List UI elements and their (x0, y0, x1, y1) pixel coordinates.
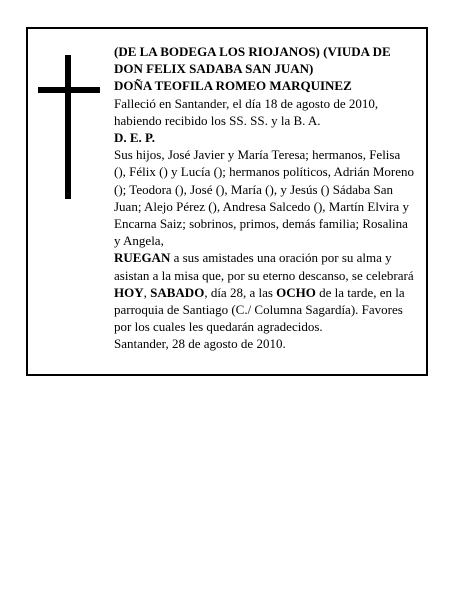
request-text-3: de la tarde, en la parroquia de Santiago (C./ Columna Sagardía). Favores por los cuales les quedarán agradecidos. (114, 284, 405, 335)
death-announcement: Falleció en Santander, el día 18 de agosto de 2010, habiendo recibido los SS. SS. y la B. A. (114, 95, 379, 128)
obituary-notice (26, 27, 428, 376)
ruegan-word: RUEGAN (114, 250, 171, 266)
cross-vertical-bar (65, 55, 71, 199)
cross-icon (38, 55, 100, 199)
mass-request (114, 249, 414, 335)
dep-line: D. E. P. (114, 130, 156, 146)
ocho-word: OCHO (276, 284, 316, 300)
deceased-name: DOÑA TEOFILA ROMEO MARQUINEZ (114, 78, 352, 94)
sabado-word: SABADO (150, 284, 205, 300)
request-text-1: a sus amistades una oración por su alma y asistan a la misa que, por su eterno descanso, se celebrará (114, 250, 414, 283)
notice-text (114, 43, 414, 353)
closing-line: Santander, 28 de agosto de 2010. (114, 336, 286, 352)
hoy-word: HOY (114, 284, 144, 300)
request-text-2: , día 28, a las (204, 284, 277, 300)
notice-header: (DE LA BODEGA LOS RIOJANOS) (VIUDA DE DON FELIX SADABA SAN JUAN) (114, 44, 391, 77)
family-list: Sus hijos, José Javier y María Teresa; hermanos, Felisa (), Félix () y Lucía (); hermanos políticos, Adrián Moreno (); Teodora (), José (), María (), y Jesús () Sádaba San Juan; Alejo Pérez (), Andresa Salcedo (), Martín Elvira y Encarna Saiz; sobrinos, primos, demás familia; Rosalina y Angela, (114, 147, 415, 249)
request-separator: , (143, 284, 151, 300)
cross-horizontal-bar (38, 87, 100, 93)
